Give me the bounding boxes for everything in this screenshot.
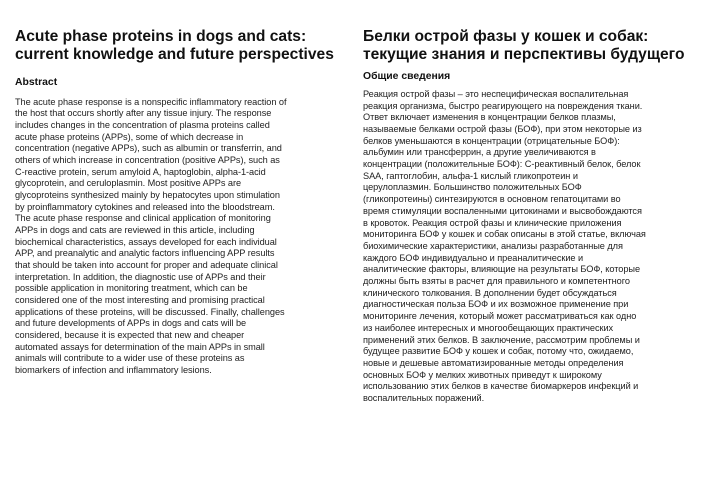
text-line: considered, because it is expected that new and cheaper xyxy=(15,329,245,340)
english-column xyxy=(15,28,337,377)
text-line: concentration (negative APPs), such as albumin or transferrin, and xyxy=(15,143,282,154)
text-line: applications of these proteins, will be discussed. Finally, challenges xyxy=(15,306,285,317)
english-abstract-text xyxy=(15,97,337,377)
text-line: C-reactive protein, serum amyloid A, haptoglobin, alpha-1-acid xyxy=(15,166,266,177)
text-line: реакция организма, быстро реагирующего на повреждения ткани. xyxy=(363,100,643,111)
text-line: воспалительных поражений. xyxy=(363,393,485,404)
text-line: (гликопротеины) синтезируются в основном гепатоцитами во xyxy=(363,194,621,205)
english-title: Acute phase proteins in dogs and cats: current knowledge and future perspectives xyxy=(15,28,334,64)
text-line: церулоплазмин. Большинство положительных БОФ xyxy=(363,182,582,193)
text-line: and future developments of APPs in dogs and cats will be xyxy=(15,318,247,329)
english-section-heading: Abstract xyxy=(15,76,58,88)
text-line: APPs in dogs and cats are reviewed in this article, including xyxy=(15,225,255,236)
text-line: SAA, гаптоглобин, альфа-1 кислый гликопротеин и xyxy=(363,170,578,181)
russian-section-heading: Общие сведения xyxy=(363,70,451,82)
text-line: мониторинге лечения, который может рассматриваться как одно xyxy=(363,311,637,322)
text-line: аналитические факторы, влияющие на результаты БОФ, которые xyxy=(363,264,641,275)
text-line: белков уменьшаются в концентрации (отрицательные БОФ): xyxy=(363,135,620,146)
text-line: biochemical characteristics, assays developed for each individual xyxy=(15,236,277,247)
text-line: the host that occurs shortly after any tissue injury. The response xyxy=(15,108,272,119)
text-line: альбумин или трансферрин, а другие увеличиваются в xyxy=(363,147,596,158)
text-line: APP, and preanalytic and analytic factors influencing APP results xyxy=(15,248,275,259)
text-line: называемые белками острой фазы (БОФ), при этом некоторые из xyxy=(363,123,642,134)
text-line: Реакция острой фазы – это неспецифическая воспалительная xyxy=(363,88,629,99)
text-line: клинического толкования. В дополнении будет обсуждаться xyxy=(363,287,617,298)
text-line: из наиболее интересных и многообещающих практических xyxy=(363,322,614,333)
text-line: использованию этих белков в качестве биомаркеров инфекций и xyxy=(363,381,639,392)
text-line: будущее развитие БОФ у кошек и собак, потому что, ожидаемо, xyxy=(363,346,634,357)
text-line: biomarkers of infection and inflammatory lesions. xyxy=(15,364,212,375)
text-line: каждого БОФ индивидуально и преаналитические и xyxy=(363,252,584,263)
text-line: Ответ включает изменения в концентрации белков плазмы, xyxy=(363,112,616,123)
text-line: новые и дешевые автоматизированные методы определения xyxy=(363,357,624,368)
text-line: acute phase proteins (APPs), some of which decrease in xyxy=(15,131,244,142)
text-line: includes changes in the concentration of plasma proteins called xyxy=(15,120,270,131)
text-line: considered one of the most interesting and promising practical xyxy=(15,294,265,305)
text-line: glycoprotein, and ceruloplasmin. Most positive APPs are xyxy=(15,178,242,189)
text-line: The acute phase response and clinical application of monitoring xyxy=(15,213,271,224)
text-line: others of which increase in concentration (positive APPs), such as xyxy=(15,155,280,166)
text-line: by proinflammatory cytokines and released into the bloodstream. xyxy=(15,201,275,212)
text-line: в кровоток. Реакция острой фазы и клинические приложения xyxy=(363,217,622,228)
text-line: possible application in monitoring treatment, which can be xyxy=(15,283,248,294)
text-line: animals will contribute to a wider use of these proteins as xyxy=(15,353,245,364)
text-line: interpretation. In addition, the diagnostic use of APPs and their xyxy=(15,271,266,282)
text-line: that should be taken into account for proper and adequate clinical xyxy=(15,260,278,270)
text-line: The acute phase response is a nonspecific inflammatory reaction of xyxy=(15,96,287,107)
russian-column xyxy=(363,28,698,405)
text-line: мониторинга БОФ у кошек и собак описаны в этой статье, включая xyxy=(363,229,646,240)
text-line: automated assays for determination of the main APPs in small xyxy=(15,341,265,352)
russian-abstract-text xyxy=(363,89,698,405)
text-line: концентрации (положительные БОФ): С-реактивный белок, белок xyxy=(363,159,641,170)
russian-title: Белки острой фазы у кошек и собак: текущие знания и перспективы будущего xyxy=(363,28,685,64)
text-line: время стимуляции воспаленными цитокинами и высвобождаются xyxy=(363,205,642,216)
text-line: glycoproteins synthesized mainly by hepatocytes upon stimulation xyxy=(15,190,280,201)
text-line: должны быть взяты в расчет для правильного и компетентного xyxy=(363,276,630,287)
text-line: диагностическая польза БОФ и их возможное применение при xyxy=(363,299,629,310)
text-line: основных БОФ у мелких животных приведут к широкому xyxy=(363,369,602,380)
text-line: применений этих белков. В заключение, рассмотрим проблемы и xyxy=(363,334,640,345)
text-line: биохимические характеристики, анализы разработанные для xyxy=(363,240,623,251)
